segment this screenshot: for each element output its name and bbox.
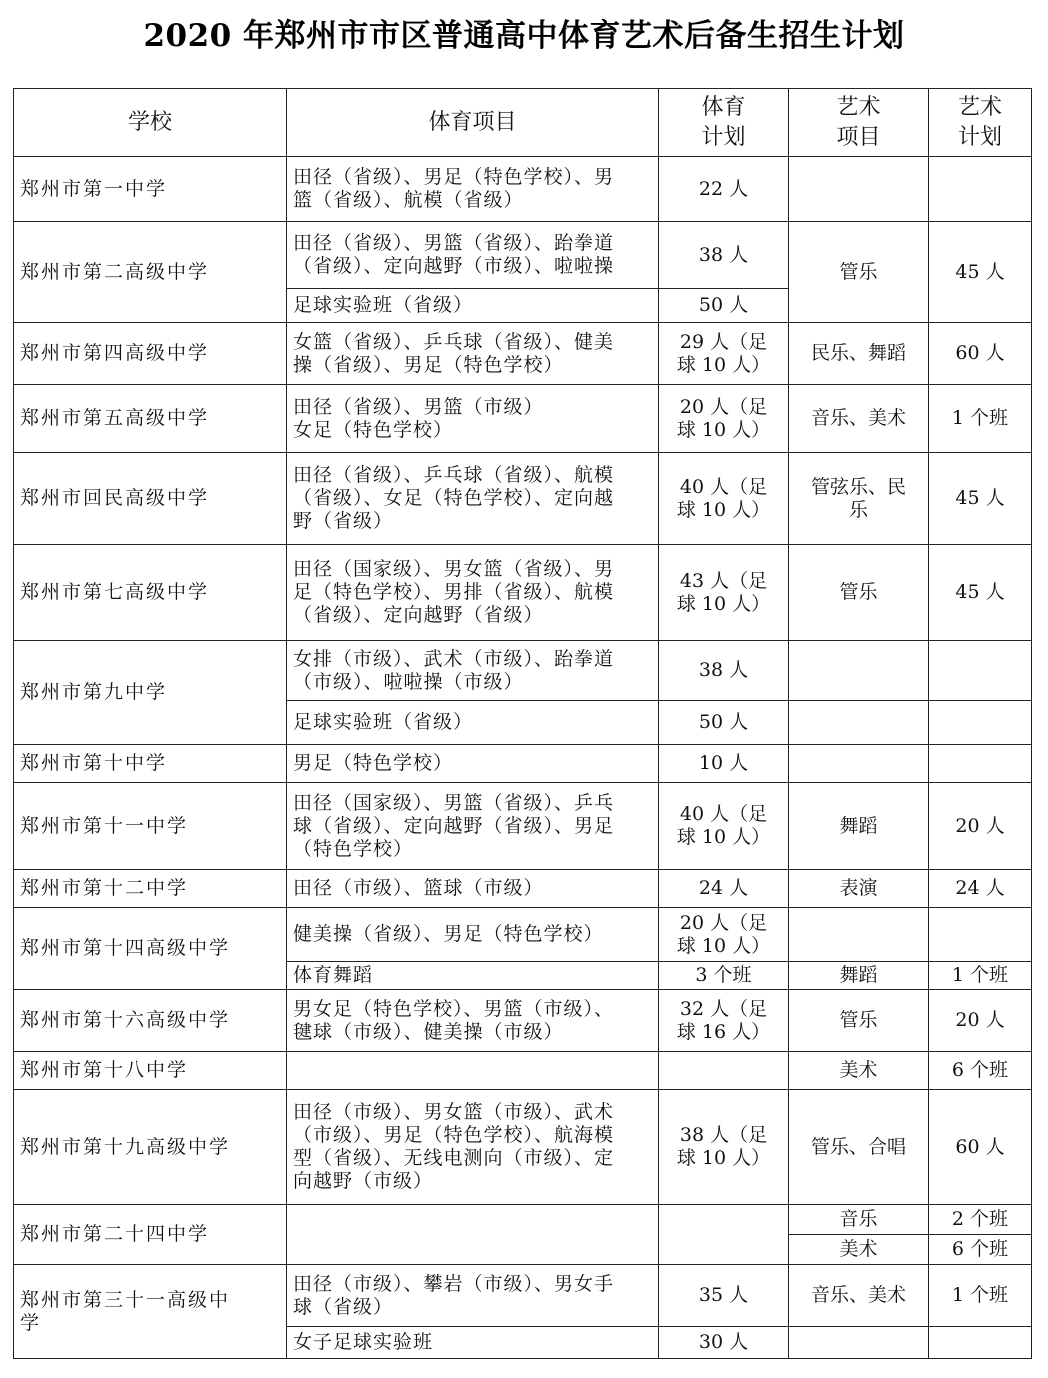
sport-items-cell: 女篮（省级）、乒乓球（省级）、健美 操（省级）、男足（特色学校） [287,323,659,385]
art-items-cell: 管乐、合唱 [789,1090,929,1205]
table-row [14,453,1032,545]
art-plan-cell [929,157,1032,222]
art-plan-cell: 1 个班 [929,385,1032,453]
header-art-plan: 艺术 计划 [929,89,1032,157]
table-row [14,641,1032,701]
sport-plan-cell: 32 人（足 球 16 人） [659,990,789,1052]
sport-items-cell: 田径（国家级）、男女篮（省级）、男 足（特色学校）、男排（省级）、航模 （省级）、定向越野（省级） [287,545,659,641]
art-items-cell [789,745,929,783]
art-plan-cell: 6 个班 [929,1052,1032,1090]
school-cell: 郑州市第九中学 [14,641,287,745]
art-items-cell: 美术 [789,1235,929,1265]
art-plan-cell: 1 个班 [929,1265,1032,1327]
art-items-cell [789,641,929,701]
sport-items-cell: 田径（省级）、男足（特色学校）、男 篮（省级）、航模（省级） [287,157,659,222]
school-cell: 郑州市第十二中学 [14,870,287,908]
sport-plan-cell: 38 人（足 球 10 人） [659,1090,789,1205]
art-items-cell: 音乐、美术 [789,1265,929,1327]
table-row [14,1205,1032,1235]
table-row [14,1090,1032,1205]
art-items-cell [789,157,929,222]
school-cell: 郑州市回民高级中学 [14,453,287,545]
art-items-cell: 舞蹈 [789,783,929,870]
sport-plan-cell [659,1205,789,1265]
sport-items-cell: 体育舞蹈 [287,962,659,990]
sport-items-cell [287,1052,659,1090]
sport-plan-cell: 40 人（足 球 10 人） [659,783,789,870]
sport-items-cell: 女子足球实验班 [287,1327,659,1359]
page-title: 2020 年郑州市市区普通高中体育艺术后备生招生计划 [143,18,905,54]
art-items-cell: 表演 [789,870,929,908]
sport-plan-cell: 29 人（足 球 10 人） [659,323,789,385]
art-plan-cell: 20 人 [929,990,1032,1052]
sport-plan-cell: 3 个班 [659,962,789,990]
art-plan-cell: 20 人 [929,783,1032,870]
art-items-cell [789,908,929,962]
sport-plan-cell: 50 人 [659,701,789,745]
table-row [14,323,1032,385]
sport-items-cell: 足球实验班（省级） [287,701,659,745]
sport-items-cell: 田径（国家级）、男篮（省级）、乒乓 球（省级）、定向越野（省级）、男足 （特色学校） [287,783,659,870]
school-cell: 郑州市第十六高级中学 [14,990,287,1052]
school-cell: 郑州市第七高级中学 [14,545,287,641]
sport-plan-cell: 30 人 [659,1327,789,1359]
sport-items-cell: 男女足（特色学校）、男篮（市级）、 毽球（市级）、健美操（市级） [287,990,659,1052]
art-items-cell [789,701,929,745]
header-sport-plan: 体育 计划 [659,89,789,157]
art-items-cell: 管乐 [789,545,929,641]
art-plan-cell: 60 人 [929,323,1032,385]
art-plan-cell [929,745,1032,783]
table-row [14,1265,1032,1327]
sport-items-cell: 田径（省级）、男篮（省级）、跆拳道 （省级）、定向越野（市级）、啦啦操 [287,222,659,289]
art-plan-cell: 45 人 [929,222,1032,323]
header-row [14,89,1032,157]
sport-plan-cell: 40 人（足 球 10 人） [659,453,789,545]
school-cell: 郑州市第十中学 [14,745,287,783]
art-plan-cell [929,1327,1032,1359]
art-plan-cell: 45 人 [929,453,1032,545]
sport-plan-cell: 24 人 [659,870,789,908]
sport-plan-cell: 38 人 [659,222,789,289]
sport-items-cell: 女排（市级）、武术（市级）、跆拳道 （市级）、啦啦操（市级） [287,641,659,701]
art-items-cell: 音乐 [789,1205,929,1235]
sport-items-cell [287,1205,659,1265]
table-row [14,745,1032,783]
art-items-cell: 管乐 [789,222,929,323]
sport-plan-cell: 35 人 [659,1265,789,1327]
art-items-cell: 民乐、舞蹈 [789,323,929,385]
sport-plan-cell [659,1052,789,1090]
sport-items-cell: 田径（市级）、男女篮（市级）、武术 （市级）、男足（特色学校）、航海模 型（省级）、无线电测向（市级）、定 向越野（市级） [287,1090,659,1205]
school-cell: 郑州市第二十四中学 [14,1205,287,1265]
sport-plan-cell: 43 人（足 球 10 人） [659,545,789,641]
sport-items-cell: 田径（省级）、男篮（市级） 女足（特色学校） [287,385,659,453]
art-items-cell: 舞蹈 [789,962,929,990]
enrollment-plan-table [13,88,1032,1359]
school-cell: 郑州市第五高级中学 [14,385,287,453]
header-school: 学校 [14,89,287,157]
table-row [14,385,1032,453]
table-row [14,783,1032,870]
sport-plan-cell: 20 人（足 球 10 人） [659,908,789,962]
sport-plan-cell: 38 人 [659,641,789,701]
art-items-cell [789,1327,929,1359]
art-items-cell: 管弦乐、民 乐 [789,453,929,545]
art-plan-cell [929,908,1032,962]
table-row [14,908,1032,962]
table-row [14,222,1032,289]
art-plan-cell: 60 人 [929,1090,1032,1205]
header-art-items: 艺术 项目 [789,89,929,157]
school-cell: 郑州市第四高级中学 [14,323,287,385]
art-plan-cell: 2 个班 [929,1205,1032,1235]
table-row [14,870,1032,908]
school-cell: 郑州市第十九高级中学 [14,1090,287,1205]
art-plan-cell: 24 人 [929,870,1032,908]
art-plan-cell [929,701,1032,745]
sport-items-cell: 足球实验班（省级） [287,289,659,323]
sport-items-cell: 田径（市级）、攀岩（市级）、男女手 球（省级） [287,1265,659,1327]
school-cell: 郑州市第三十一高级中 学 [14,1265,287,1359]
sport-plan-cell: 10 人 [659,745,789,783]
school-cell: 郑州市第一中学 [14,157,287,222]
art-items-cell: 管乐 [789,990,929,1052]
table-row [14,545,1032,641]
sport-items-cell: 男足（特色学校） [287,745,659,783]
sport-plan-cell: 50 人 [659,289,789,323]
school-cell: 郑州市第十四高级中学 [14,908,287,990]
art-plan-cell [929,641,1032,701]
table-row [14,157,1032,222]
art-plan-cell: 6 个班 [929,1235,1032,1265]
school-cell: 郑州市第十八中学 [14,1052,287,1090]
art-items-cell: 音乐、美术 [789,385,929,453]
sport-plan-cell: 22 人 [659,157,789,222]
sport-items-cell: 田径（省级）、乒乓球（省级）、航模 （省级）、女足（特色学校）、定向越 野（省级） [287,453,659,545]
sport-items-cell: 健美操（省级）、男足（特色学校） [287,908,659,962]
sport-plan-cell: 20 人（足 球 10 人） [659,385,789,453]
school-cell: 郑州市第二高级中学 [14,222,287,323]
table-row [14,990,1032,1052]
art-items-cell: 美术 [789,1052,929,1090]
header-sport-items: 体育项目 [287,89,659,157]
table-row [14,1052,1032,1090]
school-cell: 郑州市第十一中学 [14,783,287,870]
art-plan-cell: 1 个班 [929,962,1032,990]
art-plan-cell: 45 人 [929,545,1032,641]
sport-items-cell: 田径（市级）、篮球（市级） [287,870,659,908]
